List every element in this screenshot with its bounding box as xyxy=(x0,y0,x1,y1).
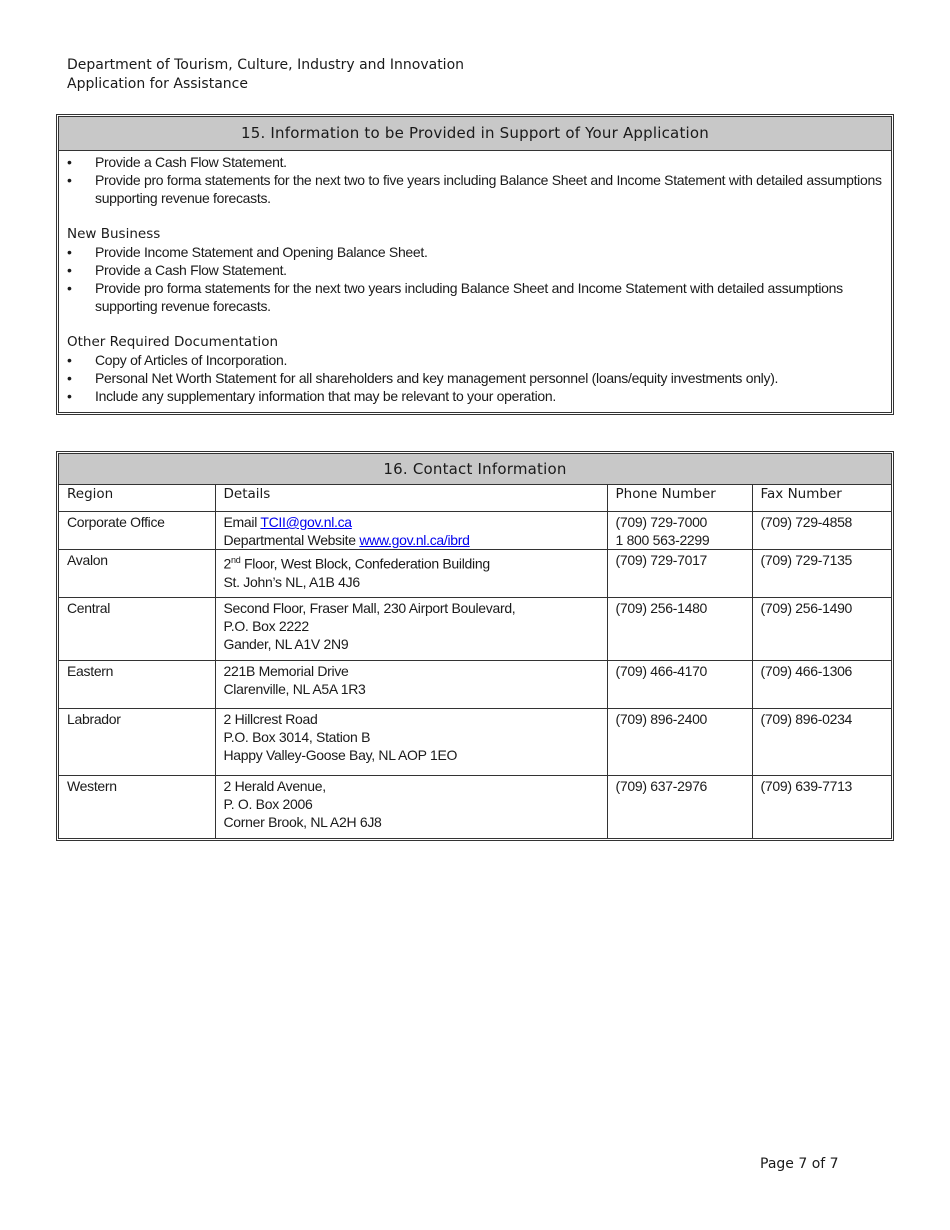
column-header-details: Details xyxy=(215,485,607,512)
phone-cell: (709) 466-4170 xyxy=(607,661,752,709)
table-row xyxy=(59,512,891,550)
details-cell xyxy=(215,550,607,598)
details-cell xyxy=(215,776,607,838)
region-cell: Eastern xyxy=(59,661,215,709)
phone-cell: (709) 729-7017 xyxy=(607,550,752,598)
table-row xyxy=(59,550,891,598)
fax-cell: (709) 466-1306 xyxy=(752,661,891,709)
form-title: Application for Assistance xyxy=(67,76,248,92)
address-line: 221B Memorial Drive xyxy=(223,663,349,679)
table-row xyxy=(59,661,891,709)
region-cell: Central xyxy=(59,598,215,661)
address-line: Happy Valley-Goose Bay, NL AOP 1EO xyxy=(223,747,458,763)
phone-cell: (709) 256-1480 xyxy=(607,598,752,661)
phone-cell xyxy=(607,512,752,550)
list-item: • Copy of Articles of Incorporation. xyxy=(67,351,883,369)
details-cell xyxy=(215,661,607,709)
phone-cell: (709) 896-2400 xyxy=(607,709,752,776)
details-cell xyxy=(215,709,607,776)
region-cell: Avalon xyxy=(59,550,215,598)
address-line: Second Floor, Fraser Mall, 230 Airport Boulevard, xyxy=(223,600,516,616)
section-16-box xyxy=(58,453,892,839)
page-number: Page 7 of 7 xyxy=(760,1156,839,1172)
address-line: 2 Hillcrest Road xyxy=(223,711,318,727)
other-documentation-heading: Other Required Documentation xyxy=(67,334,279,350)
region-cell: Western xyxy=(59,776,215,838)
fax-cell: (709) 729-7135 xyxy=(752,550,891,598)
email-label: Email xyxy=(223,514,261,530)
table-row xyxy=(59,776,891,838)
list-item: • Provide Income Statement and Opening Balance Sheet. xyxy=(67,243,883,261)
fax-cell: (709) 256-1490 xyxy=(752,598,891,661)
details-cell xyxy=(215,512,607,550)
section-16-title: 16. Contact Information xyxy=(59,454,891,485)
new-business-heading: New Business xyxy=(67,226,161,242)
address-line: Corner Brook, NL A2H 6J8 xyxy=(223,814,382,830)
address-line: Floor, West Block, Confederation Building xyxy=(240,555,490,572)
fax-cell: (709) 896-0234 xyxy=(752,709,891,776)
address-line: 2 Herald Avenue, xyxy=(223,778,326,794)
address-line: P.O. Box 2222 xyxy=(223,618,309,634)
floor-number: 2 xyxy=(223,555,231,572)
list-item: • Personal Net Worth Statement for all shareholders and key management personnel (loans/equity investments only). xyxy=(67,369,883,387)
address-line: P. O. Box 2006 xyxy=(223,796,313,812)
fax-cell: (709) 639-7713 xyxy=(752,776,891,838)
address-line: P.O. Box 3014, Station B xyxy=(223,729,371,745)
column-header-phone: Phone Number xyxy=(607,485,752,512)
region-cell: Corporate Office xyxy=(59,512,215,550)
phone-number: (709) 729-7000 xyxy=(615,514,708,530)
toll-free-number: 1 800 563-2299 xyxy=(615,532,710,548)
section-15-box xyxy=(58,116,892,413)
website-link[interactable]: www.gov.nl.ca/ibrd xyxy=(359,532,470,548)
list-item: • Provide pro forma statements for the next two years including Balance Sheet and Income Statement with detailed assumptions supporting revenue forecasts. xyxy=(67,279,883,315)
list-item: • Provide a Cash Flow Statement. xyxy=(67,153,883,171)
column-header-region: Region xyxy=(59,485,215,512)
website-label: Departmental Website xyxy=(223,532,360,548)
department-name: Department of Tourism, Culture, Industry and Innovation xyxy=(67,57,465,73)
contact-table xyxy=(59,485,891,838)
details-cell xyxy=(215,598,607,661)
list-item: • Provide pro forma statements for the next two to five years including Balance Sheet and Income Statement with detailed assumptions supporting revenue forecasts. xyxy=(67,171,883,207)
list-item: • Provide a Cash Flow Statement. xyxy=(67,261,883,279)
document-header xyxy=(67,56,464,94)
phone-cell: (709) 637-2976 xyxy=(607,776,752,838)
floor-ordinal: nd xyxy=(231,555,241,565)
address-line: St. John’s NL, A1B 4J6 xyxy=(223,573,360,590)
address-line: Clarenville, NL A5A 1R3 xyxy=(223,681,366,697)
address-line: Gander, NL A1V 2N9 xyxy=(223,636,349,652)
table-row xyxy=(59,709,891,776)
email-link[interactable]: TCII@gov.nl.ca xyxy=(260,514,352,530)
table-row xyxy=(59,598,891,661)
region-cell: Labrador xyxy=(59,709,215,776)
column-header-fax: Fax Number xyxy=(752,485,891,512)
fax-cell: (709) 729-4858 xyxy=(752,512,891,550)
section-15-title: 15. Information to be Provided in Support of Your Application xyxy=(59,117,891,151)
list-item: • Include any supplementary information that may be relevant to your operation. xyxy=(67,387,883,405)
